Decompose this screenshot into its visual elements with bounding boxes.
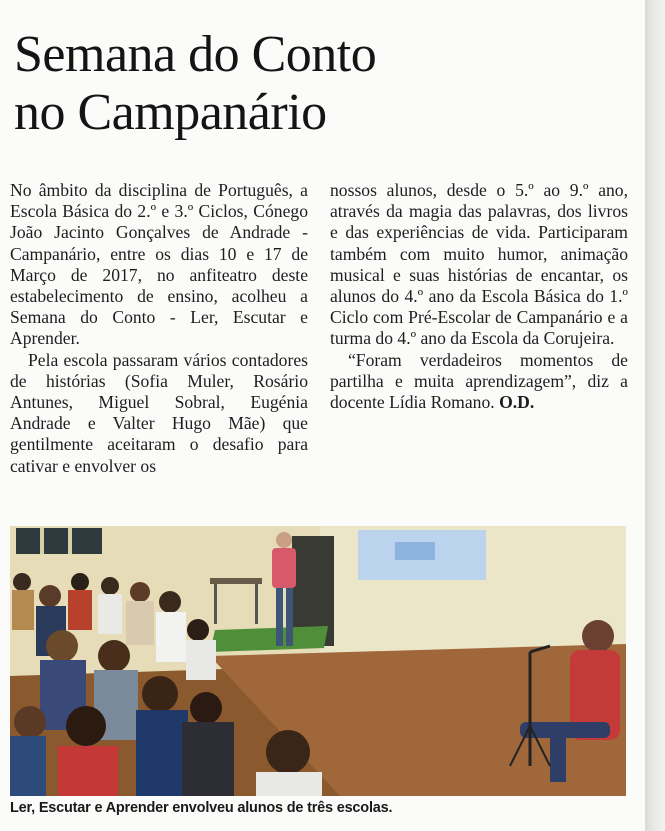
- paragraph-3: nossos alunos, desde o 5.º ao 9.º ano, através da magia das palavras, dos livros e das experiências de vida. Participaram também com muito humor, animação musical e suas histórias de encantar, os alunos do 4.º ano da Escola Básica do 1.º Ciclo com Pré-Escolar de Campanário e a turma do 4.º ano da Escola da Corujeira.: [330, 180, 628, 349]
- article-photo: [10, 526, 626, 796]
- paragraph-2: Pela escola passaram vários contadores de histórias (Sofia Muler, Rosário Antunes, Miguel Sobral, Eugénia Andrade e Valter Hugo Mãe) que gentilmente aceitaram o desafio para cativar e envolver os: [10, 349, 308, 476]
- side-table: [210, 578, 262, 584]
- headline-line-1: Semana do Conto: [14, 26, 377, 83]
- page-edge: [645, 0, 665, 831]
- article-column-right: [330, 180, 628, 413]
- paragraph-1: No âmbito da disciplina de Português, a Escola Básica do 2.º e 3.º Ciclos, Cónego João Jacinto Gonçalves de Andrade - Campanário, entre os dias 10 e 17 de Março de 2017, no anfiteatro deste estabelecimento de ensino, acolheu a Semana do Conto - Ler, Escutar e Aprender.: [10, 180, 308, 349]
- article-column-left: [10, 180, 308, 477]
- headline-line-2: no Campanário: [14, 84, 327, 141]
- photo-illustration: [10, 526, 626, 796]
- storyteller-head: [276, 532, 292, 548]
- quote-text: “Foram verdadeiros momentos de partilha e muita aprendizagem”, diz a docente Lídia Romano.: [330, 349, 628, 413]
- headline: [14, 26, 634, 142]
- photo-caption: Ler, Escutar e Aprender envolveu alunos de três escolas.: [10, 800, 393, 816]
- window: [16, 528, 102, 554]
- stage-rug: [210, 626, 328, 652]
- author-byline: O.D.: [499, 392, 535, 413]
- storyteller-body: [272, 548, 296, 588]
- seated-woman-head: [582, 620, 614, 652]
- paragraph-4: [330, 350, 628, 414]
